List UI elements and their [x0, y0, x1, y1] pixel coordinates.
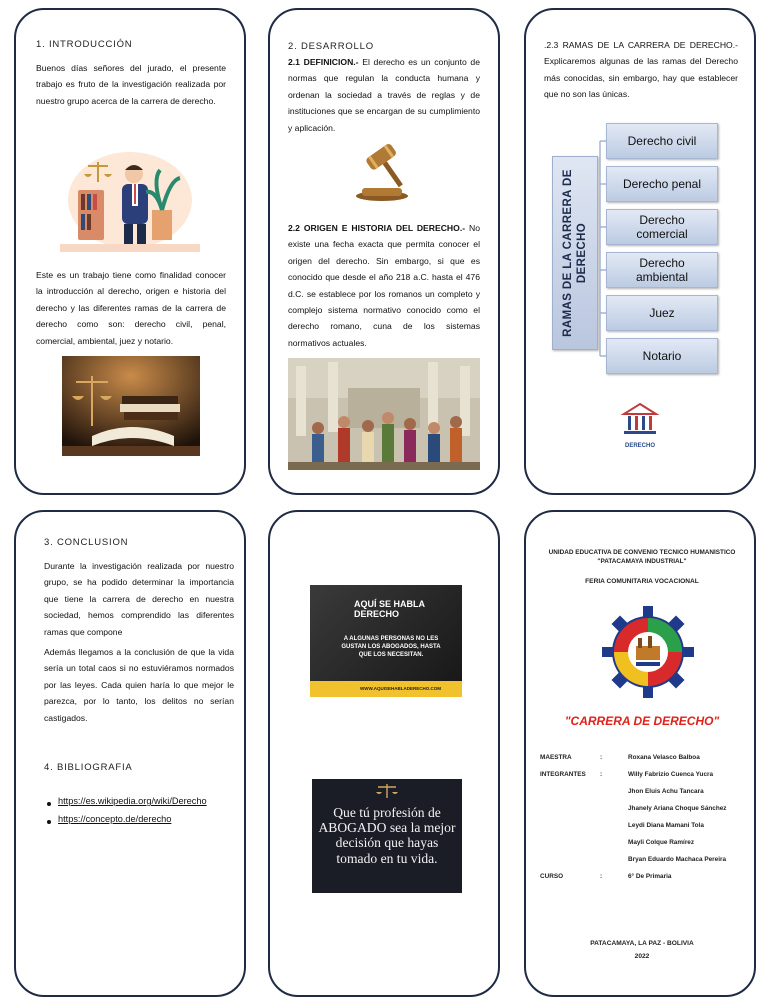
intro-paragraph: Buenos días señores del jurado, el presente trabajo es fruto de la investigación realizada por nuestro grupo acerca de la carrera de derecho.: [36, 63, 226, 106]
historia-title: 2.2 ORIGEN E HISTORIA DEL DERECHO.-: [288, 223, 466, 233]
integrante-2: Jhon Eluis Achu Tancara: [628, 788, 704, 795]
profesion-poster: [312, 779, 462, 893]
integrante-row-6: [540, 856, 746, 866]
gavel-icon: [348, 140, 418, 202]
branch-derecho-civil: Derecho civil: [606, 123, 718, 159]
panel-desarrollo: [268, 8, 500, 495]
conclusion-paragraph-2: Además llegamos a la conclusión de que la vida sería un total caos si no estuviéramos normados por las leyes. Cada quien haría lo que mejor le parezca, por lo tanto, los delitos no serían castigados.: [44, 647, 234, 723]
panel-introduccion: [14, 8, 246, 495]
integrante-1: Willy Fabrizio Cuenca Yucra: [628, 771, 714, 778]
career-title: "CARRERA DE DERECHO": [564, 714, 720, 728]
historia-paragraph: [288, 220, 480, 351]
panel-posters: [268, 510, 500, 997]
place: PATACAMAYA, LA PAZ - BOLIVIA: [590, 940, 694, 947]
heading-introduccion: 1. INTRODUCCIÓN: [36, 39, 133, 50]
gear-emblem-icon: [602, 606, 694, 698]
derecho-logo: [620, 402, 660, 449]
ramas-diagram-title: RAMAS DE LA CARRERA DE DERECHO: [562, 169, 588, 337]
integrante-row-5: [540, 839, 746, 849]
maestra-value: Roxana Velasco Balboa: [628, 754, 700, 761]
integrante-4: Leydi Diana Mamani Tola: [628, 822, 704, 829]
maestra-label: MAESTRA: [540, 754, 572, 761]
integrantes-label: INTEGRANTES: [540, 771, 586, 778]
fair-name: FERIA COMUNITARIA VOCACIONAL: [585, 578, 699, 585]
poster-brand: AQUÍ SE HABLA DERECHO: [354, 599, 425, 619]
integrantes-colon: :: [600, 771, 603, 778]
roman-law-painting: [288, 358, 480, 470]
integrante-row-2: [540, 788, 746, 798]
bullet-2: [47, 820, 51, 824]
curso-value: 6° De Primaria: [628, 873, 672, 880]
definicion-text: El derecho es un conjunto de normas que regulan la conducta humana y ordenan la sociedad a través de reglas y de instituciones que se encargan de su cumplimiento y aplicación.: [288, 57, 480, 133]
heading-desarrollo: 2. DESARROLLO: [288, 41, 374, 52]
panel-conclusion: [14, 510, 246, 997]
lawyer-illustration: [60, 140, 200, 252]
heading-bibliografia: 4. BIBLIOGRAFIA: [44, 762, 133, 773]
definicion-paragraph: [288, 54, 480, 136]
curso-label: CURSO: [540, 873, 564, 880]
historia-text: No existe una fecha exacta que permita conocer el origen del derecho. Sin embargo, si que es conocido que desde el año 218 a.C. hasta el 476 d.C. se establece por los romanos un completo y complejo sistema normativo conocido como el derecho romano, cuna de los sistemas normativos actuales.: [288, 223, 481, 348]
profesion-quote: Que tú profesión de ABOGADO sea la mejor decisión que hayas tomado en tu vida.: [318, 805, 456, 866]
branch-juez: Juez: [606, 295, 718, 331]
branch-derecho-ambiental: Derecho ambiental: [606, 252, 718, 288]
integrante-3: Jhanely Ariana Choque Sánchez: [628, 805, 727, 812]
heading-conclusion: 3. CONCLUSION: [44, 537, 129, 548]
year: 2022: [634, 953, 650, 960]
curso-row: [540, 873, 746, 883]
derecho-logo-label: DERECHO: [624, 443, 655, 449]
school-name: UNIDAD EDUCATIVA DE CONVENIO TECNICO HUMANISTICO "PATACAMAYA INDUSTRIAL": [548, 549, 736, 565]
books-scale-photo: [62, 356, 200, 456]
branch-derecho-penal: Derecho penal: [606, 166, 718, 202]
link-concepto[interactable]: https://concepto.de/derecho: [58, 814, 172, 824]
poster-quote: A ALGUNAS PERSONAS NO LES GUSTAN LOS ABOGADOS, HASTA QUE LOS NECESITAN.: [341, 636, 441, 658]
integrante-5: Mayli Colque Ramírez: [628, 839, 695, 846]
ramas-intro-paragraph: .2.3 RAMAS DE LA CARRERA DE DERECHO.- Explicaremos algunas de las ramas del Derecho más conocidas, sin embargo, hay que establecer que no son las únicas.: [544, 40, 738, 100]
school-emblem: [602, 606, 694, 698]
poster-url: WWW.AQUISEHABLADERECHO.COM: [360, 686, 441, 691]
intro-purpose-paragraph: Este es un trabajo tiene como finalidad conocer la introducción al derecho, origen e historia del derecho y las diferentes ramas de la carrera de derecho como son: derecho civil, penal, comercial, ambiental, juez y notario.: [36, 270, 226, 346]
bullet-1: [47, 802, 51, 806]
branch-derecho-comercial: Derecho comercial: [606, 209, 718, 245]
abogados-poster: [310, 585, 462, 697]
branch-notario: Notario: [606, 338, 718, 374]
panel-ramas: [524, 8, 756, 495]
scales-icon: [375, 783, 399, 799]
curso-colon: :: [600, 873, 603, 880]
maestra-row: [540, 754, 746, 764]
integrantes-row: [540, 771, 746, 781]
integrante-row-4: [540, 822, 746, 832]
integrante-6: Bryan Eduardo Machaca Pereira: [628, 856, 727, 863]
integrante-row-3: [540, 805, 746, 815]
courthouse-icon: [620, 402, 660, 438]
maestra-colon: :: [600, 754, 603, 761]
link-wikipedia[interactable]: https://es.wikipedia.org/wiki/Derecho: [58, 796, 207, 806]
conclusion-paragraph-1: Durante la investigación realizada por nuestro grupo, se ha podido determinar la importancia que tiene la carrera de derecho en nuestra sociedad, hemos comprendido las diferentes ramas que compone: [44, 561, 234, 637]
panel-portada: [524, 510, 756, 997]
definicion-title: 2.1 DEFINICION.-: [288, 57, 359, 67]
